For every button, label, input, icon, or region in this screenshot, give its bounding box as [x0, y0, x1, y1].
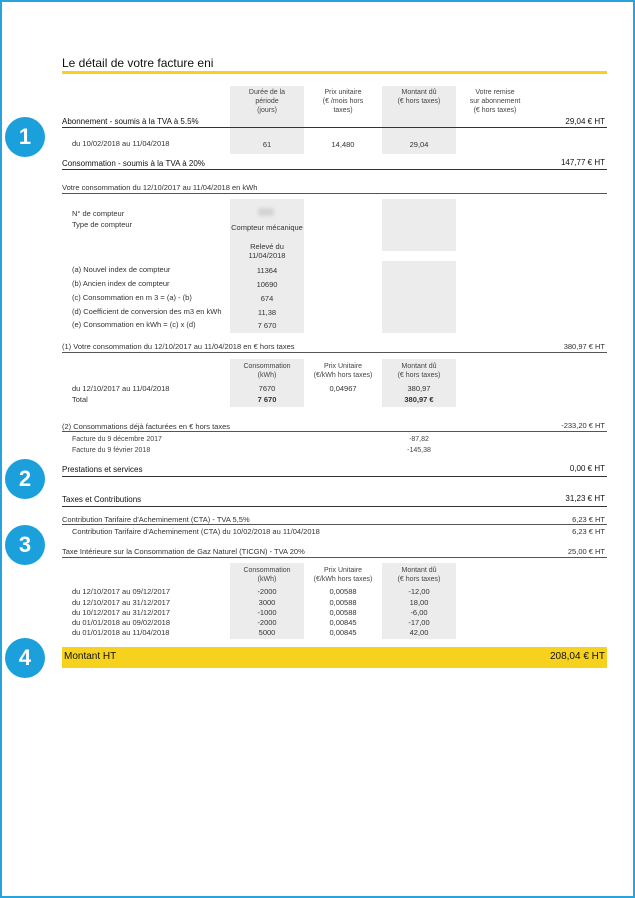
consommation-label: Consommation - soumis à la TVA à 20%: [62, 159, 205, 168]
cta-total: 6,23 € HT: [572, 515, 605, 524]
conso-header-kwh: Consommation (kWh): [243, 363, 291, 379]
ticgn-row-price: 0,00845: [329, 618, 357, 627]
ticgn-row-amount: -17,00: [408, 618, 430, 627]
deja-row-label: Facture du 9 décembre 2017: [72, 436, 162, 443]
deja-row-value: -87,82: [409, 436, 429, 443]
montant-ht-total: 208,04 € HT: [549, 651, 605, 662]
index-row-label: (d) Coefficient de conversion des m3 en kWh: [72, 307, 222, 316]
ticgn-row-period: du 12/10/2017 au 09/12/2017: [72, 587, 171, 596]
ticgn-row-amount: 42,00: [409, 628, 429, 637]
index-row-label: (a) Nouvel index de compteur: [72, 265, 171, 274]
deja-row-label: Facture du 9 février 2018: [72, 447, 151, 454]
abonnement-amount: 29,04: [409, 140, 429, 149]
page-title: Le détail de votre facture eni: [62, 56, 214, 70]
ticgn-label: Taxe Intérieure sur la Consommation de Gaz Naturel (TICGN) - TVA 20%: [62, 547, 305, 556]
conso-row-kwh: 7 670: [257, 395, 277, 404]
ticgn-row-amount: -6,00: [410, 608, 428, 617]
index-row-value: 674: [260, 294, 274, 303]
deja-total: -233,20 € HT: [561, 421, 605, 430]
ticgn-row-kwh: -2000: [257, 587, 277, 596]
index-row-label: (b) Ancien index de compteur: [72, 279, 170, 288]
deja-label: (2) Consommations déjà facturées en € hors taxes: [62, 422, 230, 431]
taxes-total: 31,23 € HT: [565, 494, 605, 503]
releve-date: Relevé du 11/04/2018: [248, 242, 286, 260]
compteur-type-label: Type de compteur: [72, 220, 133, 229]
cta-label: Contribution Tarifaire d'Acheminement (CTA) - TVA 5,5%: [62, 515, 250, 524]
montant-ht-bar: [62, 647, 607, 668]
consommation-sub-label: Votre consommation du 12/10/2017 au 11/04/2018 en kWh: [62, 183, 258, 192]
abonnement-days: 61: [262, 140, 272, 149]
ticgn-row-kwh: -2000: [257, 618, 277, 627]
ticgn-row-price: 0,00845: [329, 628, 357, 637]
consommation-total: 147,77 € HT: [560, 158, 605, 167]
ticgn-row-amount: -12,00: [408, 587, 430, 596]
abonnement-total: 29,04 € HT: [565, 117, 605, 126]
ticgn-row-amount: 18,00: [409, 598, 429, 607]
ticgn-row-kwh: 5000: [258, 628, 276, 637]
conso-row-price: 0,04967: [329, 384, 357, 393]
abonnement-price: 14,480: [331, 140, 355, 149]
conso-row-kwh: 7670: [258, 384, 276, 393]
shade-compteur-right-top: [382, 199, 456, 251]
cta-detail-total: 6,23 € HT: [572, 527, 605, 536]
ticgn-row-kwh: 3000: [258, 598, 276, 607]
index-row-label: (e) Consommation en kWh = (c) x (d): [72, 320, 196, 329]
taxes-label: Taxes et Contributions: [62, 495, 142, 504]
ticgn-row-price: 0,00588: [329, 598, 357, 607]
title-underline: [62, 71, 607, 74]
ticgn-row-period: du 10/12/2017 au 31/12/2017: [72, 608, 171, 617]
header-prix: Prix unitaire (€ /mois hors taxes): [322, 89, 364, 114]
deja-row-value: -145,38: [407, 447, 431, 454]
hors-taxes-total: 380,97 € HT: [563, 342, 605, 351]
abonnement-period: du 10/02/2018 au 11/04/2018: [72, 139, 170, 148]
abonnement-label: Abonnement - soumis à la TVA à 5.5%: [62, 117, 199, 126]
step-badge-4: 4: [5, 638, 45, 678]
index-row-value: 11364: [256, 266, 278, 275]
step-badge-1: 1: [5, 117, 45, 157]
ticgn-row-price: 0,00588: [329, 587, 357, 596]
ticgn-header-montant: Montant dû (€ hors taxes): [397, 567, 441, 583]
prestations-total: 0,00 € HT: [569, 464, 605, 473]
ticgn-row-period: du 01/01/2018 au 09/02/2018: [72, 618, 171, 627]
ticgn-row-price: 0,00588: [329, 608, 357, 617]
header-duree: Durée de la période (jours): [248, 89, 286, 114]
step-badge-3: 3: [5, 525, 45, 565]
prestations-label: Prestations et services: [62, 465, 143, 474]
shade-compteur-right-bottom: [382, 261, 456, 333]
compteur-number-redacted: [258, 208, 274, 216]
ticgn-header-prix: Prix Unitaire (€/kWh hors taxes): [313, 567, 373, 583]
hors-taxes-label: (1) Votre consommation du 12/10/2017 au 11/04/2018 en € hors taxes: [62, 342, 295, 351]
conso-header-prix: Prix Unitaire (€/kWh hors taxes): [313, 363, 373, 379]
montant-ht-label: Montant HT: [64, 651, 117, 662]
ticgn-row-period: du 01/01/2018 au 11/04/2018: [72, 628, 170, 637]
conso-row-amount: 380,97 €: [404, 395, 434, 404]
compteur-number-label: N° de compteur: [72, 209, 125, 218]
ticgn-row-kwh: -1000: [257, 608, 277, 617]
conso-row-period: Total: [72, 395, 88, 404]
conso-row-period: du 12/10/2017 au 11/04/2018: [72, 384, 170, 393]
index-row-label: (c) Consommation en m 3 = (a) - (b): [72, 293, 192, 302]
ticgn-header-kwh: Consommation (kWh): [243, 567, 291, 583]
compteur-type-value: Compteur mécanique: [231, 223, 303, 232]
step-badge-2: 2: [5, 459, 45, 499]
index-row-value: 7 670: [257, 321, 277, 330]
header-remise: Votre remise sur abonnement (€ hors taxes): [469, 89, 521, 114]
ticgn-total: 25,00 € HT: [567, 547, 605, 556]
cta-detail-label: Contribution Tarifaire d'Acheminement (CTA) du 10/02/2018 au 11/04/2018: [72, 527, 320, 536]
index-row-value: 10690: [256, 280, 278, 289]
conso-header-montant: Montant dû (€ hors taxes): [397, 363, 441, 379]
header-montant: Montant dû (€ hors taxes): [397, 89, 441, 105]
conso-row-amount: 380,97: [407, 384, 431, 393]
ticgn-row-period: du 12/10/2017 au 31/12/2017: [72, 598, 171, 607]
index-row-value: 11,38: [257, 308, 277, 317]
